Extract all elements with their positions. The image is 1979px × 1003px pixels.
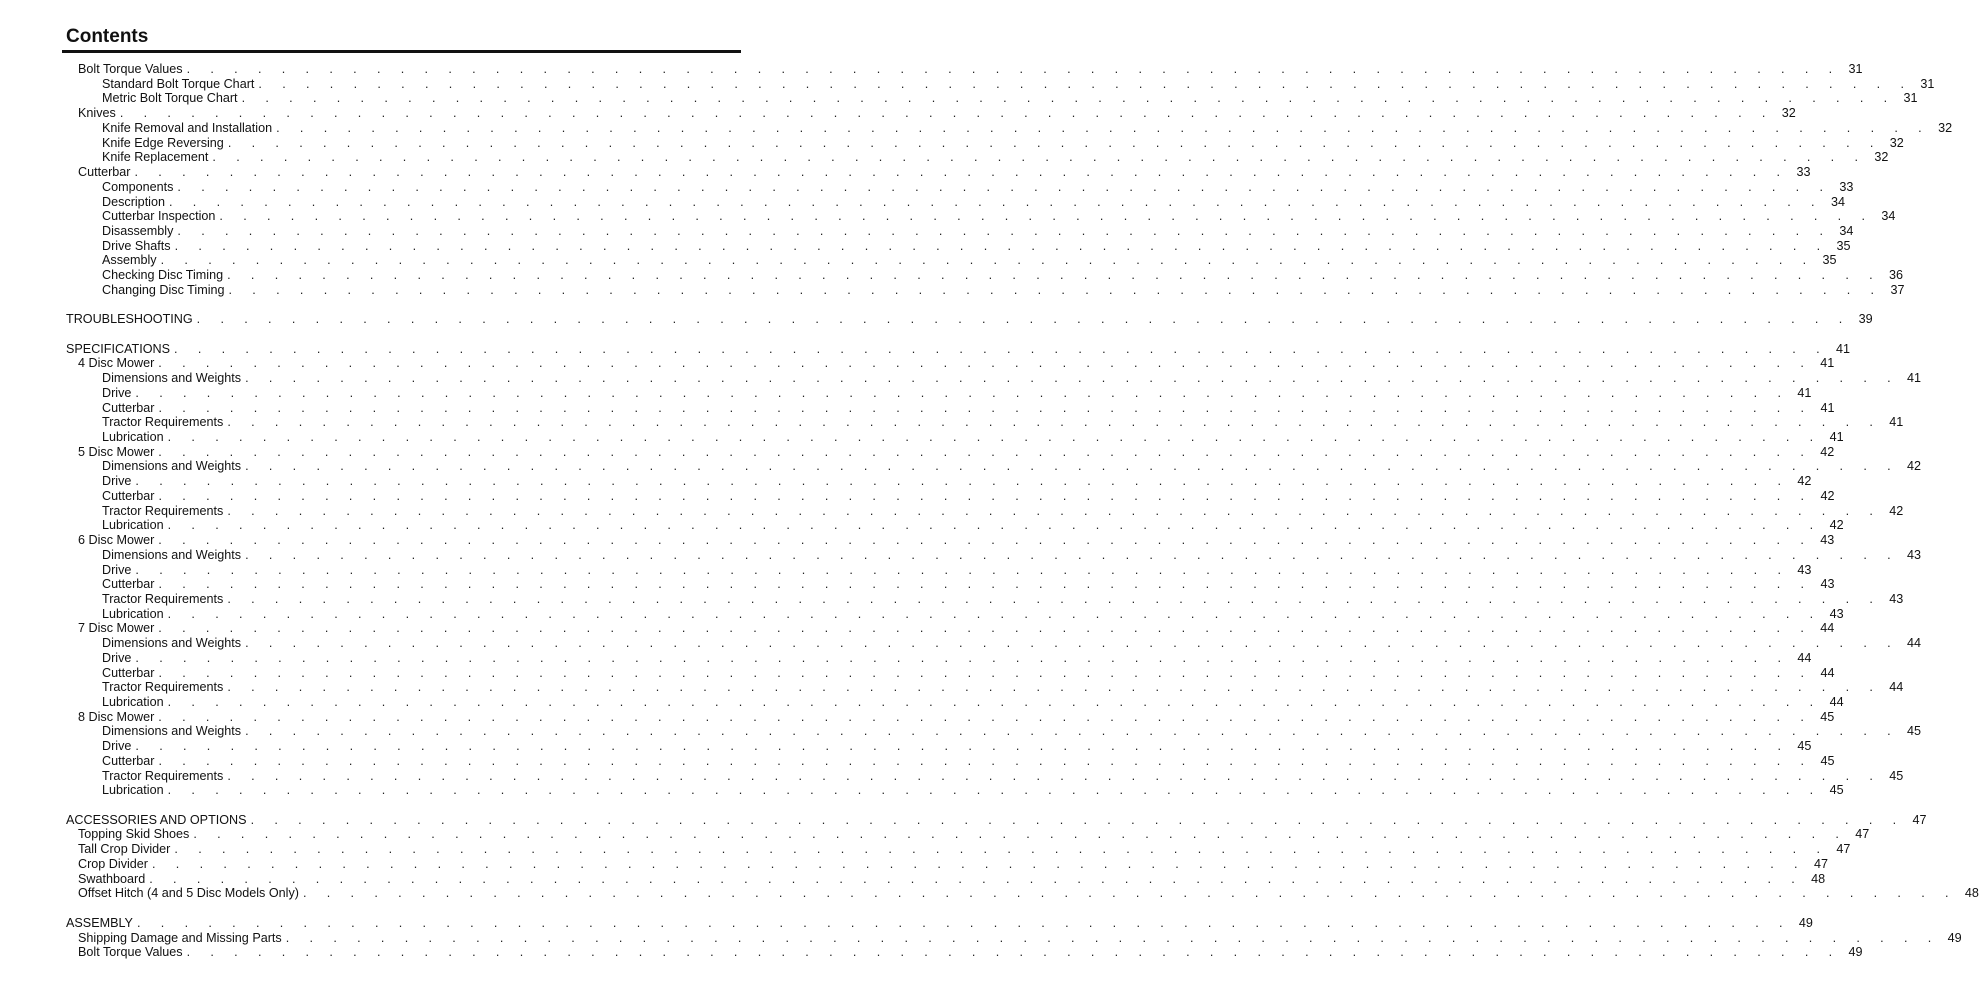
toc-entry-page-number: 47 — [1912, 812, 1927, 827]
dot-leader: . . . . . . . . . . . . . . . . . . . . . . . . . . . . . . . . . . . . . . . . . . . . . . . . . . . . . . . . . . . . . . . . . . . . . . — [158, 444, 1813, 459]
toc-entry-page-number: 35 — [1822, 253, 1837, 268]
toc-entry[interactable] — [78, 444, 1835, 460]
toc-entry-label: ACCESSORIES AND OPTIONS — [66, 813, 251, 828]
toc-entry-label: Knife Removal and Installation — [102, 121, 276, 136]
toc-entry[interactable] — [102, 150, 1889, 165]
toc-entry-label: Drive — [102, 386, 135, 401]
toc-entry[interactable] — [66, 341, 1850, 357]
dot-leader: . . . . . . . . . . . . . . . . . . . . . . . . . . . . . . . . . . . . . . . . . . . . . . . . . . . . . . . . . . . . . . . . . . . . . . — [158, 709, 1813, 724]
toc-entry-label: Drive — [102, 651, 135, 666]
toc-entry[interactable] — [102, 724, 1922, 739]
toc-entry[interactable] — [66, 915, 1813, 931]
dot-leader: . . . . . . . . . . . . . . . . . . . . . . . . . . . . . . . . . . . . . . . . . . . . . . . . . . . . . . . . . . . . . . . . . . . . . . — [136, 915, 1791, 930]
toc-entry-page-number: 47 — [1836, 842, 1851, 857]
dot-leader: . . . . . . . . . . . . . . . . . . . . . . . . . . . . . . . . . . . . . . . . . . . . . . . . . . . . . . . . . . . . . . . . . . . . . . — [186, 945, 1841, 960]
toc-entry[interactable] — [102, 371, 1922, 386]
dot-leader: . . . . . . . . . . . . . . . . . . . . . . . . . . . . . . . . . . . . . . . . . . . . . . . . . . . . . . . . . . . . . . . . . . . . . . — [152, 856, 1806, 871]
toc-entry-page-number: 49 — [1798, 915, 1813, 930]
dot-leader: . . . . . . . . . . . . . . . . . . . . . . . . . . . . . . . . . . . . . . . . . . . . . . . . . . . . . . . . . . . . . . . . . . . . . . — [227, 503, 1882, 518]
toc-entry-page-number: 43 — [1797, 562, 1812, 577]
toc-entry-page-number: 34 — [1839, 223, 1854, 238]
dot-leader: . . . . . . . . . . . . . . . . . . . . . . . . . . . . . . . . . . . . . . . . . . . . . . . . . . . . . . . . . . . . . . . . . . . . . . — [158, 577, 1813, 592]
dot-leader: . . . . . . . . . . . . . . . . . . . . . . . . . . . . . . . . . . . . . . . . . . . . . . . . . . . . . . . . . . . . . . . . . . . . . . — [158, 533, 1813, 547]
toc-entry-page-number: 34 — [1830, 194, 1845, 209]
toc-entry-label: Drive — [102, 474, 135, 489]
toc-entry-label: 6 Disc Mower — [78, 533, 158, 548]
toc-entry-label: Lubrication — [102, 695, 168, 710]
toc-entry-page-number: 31 — [1903, 91, 1918, 106]
dot-leader: . . . . . . . . . . . . . . . . . . . . . . . . . . . . . . . . . . . . . . . . . . . . . . . . . . . . . . . . . . . . . . . . . . . . . . — [158, 488, 1813, 503]
toc-entry[interactable] — [102, 268, 1904, 283]
toc-entry[interactable] — [102, 430, 1844, 445]
dot-leader: . . . . . . . . . . . . . . . . . . . . . . . . . . . . . . . . . . . . . . . . . . . . . . . . . . . . . . . . . . . . . . . . . . . . . . — [212, 150, 1867, 165]
toc-entry-label: Topping Skid Shoes — [78, 827, 193, 842]
toc-entry[interactable] — [78, 62, 1863, 77]
toc-entry-label: Tractor Requirements — [102, 592, 227, 607]
dot-leader: . . . . . . . . . . . . . . . . . . . . . . . . . . . . . . . . . . . . . . . . . . . . . . . . . . . . . . . . . . . . . . . . . . . . . . — [158, 753, 1813, 768]
toc-entry-label: Knives — [78, 106, 120, 121]
toc-entry-page-number: 45 — [1820, 753, 1835, 768]
toc-entry-page-number: 41 — [1889, 415, 1904, 430]
toc-entry-page-number: 37 — [1890, 282, 1905, 297]
toc-entry-page-number: 32 — [1781, 106, 1796, 121]
toc-entry[interactable] — [102, 223, 1854, 239]
toc-entry[interactable] — [78, 827, 1870, 842]
toc-entry-page-number: 43 — [1820, 577, 1835, 592]
dot-leader: . . . . . . . . . . . . . . . . . . . . . . . . . . . . . . . . . . . . . . . . . . . . . . . . . . . . . . . . . . . . . . . . . . . . . . — [227, 415, 1882, 430]
toc-entry-page-number: 47 — [1855, 827, 1870, 842]
toc-entry-page-number: 31 — [1920, 76, 1935, 91]
toc-entry[interactable] — [78, 106, 1796, 121]
dot-leader: . . . . . . . . . . . . . . . . . . . . . . . . . . . . . . . . . . . . . . . . . . . . . . . . . . . . . . . . . . . . . . . . . . . . . . — [160, 253, 1815, 268]
dot-leader: . . . . . . . . . . . . . . . . . . . . . . . . . . . . . . . . . . . . . . . . . . . . . . . . . . . . . . . . . . . . . . . . . . . . . . — [227, 680, 1882, 695]
toc-entry-page-number: 39 — [1858, 312, 1873, 327]
toc-entry[interactable] — [102, 209, 1896, 224]
toc-entry[interactable] — [78, 165, 1811, 180]
toc-entry-page-number: 43 — [1829, 606, 1844, 621]
toc-entry-page-number: 36 — [1889, 268, 1904, 283]
toc-entry[interactable] — [102, 459, 1922, 474]
toc-entry-label: Drive Shafts — [102, 239, 175, 254]
toc-entry-page-number: 45 — [1889, 768, 1904, 783]
dot-leader: . . . . . . . . . . . . . . . . . . . . . . . . . . . . . . . . . . . . . . . . . . . . . . . . . . . . . . . . . . . . . . . . . . . . . . — [135, 650, 1790, 665]
dot-leader: . . . . . . . . . . . . . . . . . . . . . . . . . . . . . . . . . . . . . . . . . . . . . . . . . . . . . . . . . . . . . . . . . . . . . . — [158, 400, 1813, 415]
toc-entry-label: Lubrication — [102, 607, 168, 622]
toc-entry-page-number: 41 — [1820, 400, 1835, 415]
dot-leader: . . . . . . . . . . . . . . . . . . . . . . . . . . . . . . . . . . . . . . . . . . . . . . . . . . . . . . . . . . . . . . . . . . . . . . — [228, 282, 1883, 297]
dot-leader: . . . . . . . . . . . . . . . . . . . . . . . . . . . . . . . . . . . . . . . . . . . . . . . . . . . . . . . . . . . . . . . . . . . . . . — [167, 783, 1822, 798]
toc-entry[interactable] — [102, 695, 1844, 710]
toc-entry-page-number: 44 — [1829, 695, 1844, 709]
toc-entry[interactable] — [102, 179, 1854, 195]
dot-leader: . . . . . . . . . . . . . . . . . . . . . . . . . . . . . . . . . . . . . . . . . . . . . . . . . . . . . . . . . . . . . . . . . . . . . . — [193, 827, 1848, 842]
toc-entry[interactable] — [78, 856, 1828, 872]
dot-leader: . . . . . . . . . . . . . . . . . . . . . . . . . . . . . . . . . . . . . . . . . . . . . . . . . . . . . . . . . . . . . . . . . . . . . . — [174, 842, 1829, 857]
toc-entry-label: Cutterbar — [78, 165, 135, 180]
dot-leader: . . . . . . . . . . . . . . . . . . . . . . . . . . . . . . . . . . . . . . . . . . . . . . . . . . . . . . . . . . . . . . . . . . . . . . — [227, 768, 1882, 783]
dot-leader: . . . . . . . . . . . . . . . . . . . . . . . . . . . . . . . . . . . . . . . . . . . . . . . . . . . . . . . . . . . . . . . . . . . . . . — [250, 812, 1905, 827]
toc-entry[interactable] — [102, 120, 1953, 136]
toc-entry[interactable] — [102, 636, 1922, 651]
toc-entry-page-number: 32 — [1889, 135, 1904, 150]
toc-entry[interactable] — [102, 194, 1845, 210]
toc-entry[interactable] — [78, 871, 1826, 887]
toc-entry-page-number: 41 — [1835, 341, 1850, 356]
toc-entry-page-number: 32 — [1874, 150, 1889, 165]
dot-leader: . . . . . . . . . . . . . . . . . . . . . . . . . . . . . . . . . . . . . . . . . . . . . . . . . . . . . . . . . . . . . . . . . . . . . . — [302, 886, 1957, 901]
toc-entry-label: 7 Disc Mower — [78, 621, 158, 636]
toc-entry-page-number: 42 — [1889, 503, 1904, 518]
toc-entry-page-number: 42 — [1907, 459, 1922, 474]
toc-entry-page-number: 32 — [1938, 120, 1953, 135]
toc-entry-label: Tall Crop Divider — [78, 842, 174, 857]
dot-leader: . . . . . . . . . . . . . . . . . . . . . . . . . . . . . . . . . . . . . . . . . . . . . . . . . . . . . . . . . . . . . . . . . . . . . . — [158, 621, 1813, 636]
toc-entry[interactable] — [102, 91, 1918, 106]
toc-entry-label: Tractor Requirements — [102, 769, 227, 784]
toc-entry[interactable] — [102, 562, 1812, 578]
dot-leader: . . . . . . . . . . . . . . . . . . . . . . . . . . . . . . . . . . . . . . . . . . . . . . . . . . . . . . . . . . . . . . . . . . . . . . — [174, 341, 1828, 356]
toc-entry[interactable] — [102, 415, 1904, 430]
toc-entry-page-number: 41 — [1797, 385, 1812, 400]
toc-entry-label: Cutterbar — [102, 577, 159, 592]
toc-entry-label: Lubrication — [102, 783, 168, 798]
toc-entry[interactable] — [66, 312, 1873, 327]
toc-entry-label: Standard Bolt Torque Chart — [102, 77, 258, 92]
toc-entry-page-number: 43 — [1820, 533, 1835, 547]
toc-entry[interactable] — [102, 282, 1905, 298]
dot-leader: . . . . . . . . . . . . . . . . . . . . . . . . . . . . . . . . . . . . . . . . . . . . . . . . . . . . . . . . . . . . . . . . . . . . . . — [167, 430, 1822, 444]
dot-leader: . . . . . . . . . . . . . . . . . . . . . . . . . . . . . . . . . . . . . . . . . . . . . . . . . . . . . . . . . . . . . . . . . . . . . . — [245, 459, 1900, 474]
toc-entry-page-number: 41 — [1820, 356, 1835, 371]
dot-leader: . . . . . . . . . . . . . . . . . . . . . . . . . . . . . . . . . . . . . . . . . . . . . . . . . . . . . . . . . . . . . . . . . . . . . . — [241, 91, 1896, 106]
dot-leader: . . . . . . . . . . . . . . . . . . . . . . . . . . . . . . . . . . . . . . . . . . . . . . . . . . . . . . . . . . . . . . . . . . . . . . — [245, 547, 1900, 562]
toc-entry-page-number: 48 — [1811, 871, 1826, 886]
toc-entry-page-number: 43 — [1889, 591, 1904, 606]
toc-entry-label: Disassembly — [102, 224, 177, 239]
dot-leader: . . . . . . . . . . . . . . . . . . . . . . . . . . . . . . . . . . . . . . . . . . . . . . . . . . . . . . . . . . . . . . . . . . . . . . — [245, 724, 1900, 739]
dot-leader: . . . . . . . . . . . . . . . . . . . . . . . . . . . . . . . . . . . . . . . . . . . . . . . . . . . . . . . . . . . . . . . . . . . . . . — [174, 238, 1829, 253]
toc-entry[interactable] — [102, 768, 1904, 784]
toc-entry-page-number: 33 — [1796, 165, 1811, 179]
dot-leader: . . . . . . . . . . . . . . . . . . . . . . . . . . . . . . . . . . . . . . . . . . . . . . . . . . . . . . . . . . . . . . . . . . . . . . — [135, 474, 1790, 489]
toc-entry-label: Tractor Requirements — [102, 680, 227, 695]
dot-leader: . . . . . . . . . . . . . . . . . . . . . . . . . . . . . . . . . . . . . . . . . . . . . . . . . . . . . . . . . . . . . . . . . . . . . . — [227, 268, 1882, 283]
toc-entry-page-number: 45 — [1829, 783, 1844, 798]
toc-entry-page-number: 42 — [1829, 518, 1844, 533]
toc-entry-page-number: 45 — [1907, 724, 1922, 739]
dot-leader: . . . . . . . . . . . . . . . . . . . . . . . . . . . . . . . . . . . . . . . . . . . . . . . . . . . . . . . . . . . . . . . . . . . . . . — [167, 518, 1822, 533]
toc-entry[interactable] — [102, 665, 1835, 681]
toc-entry-label: Components — [102, 180, 177, 195]
toc-entry-page-number: 42 — [1820, 444, 1835, 459]
toc-entry-label: Description — [102, 195, 169, 210]
toc-entry[interactable] — [78, 621, 1835, 636]
toc-entry[interactable] — [102, 400, 1835, 416]
toc-entry-page-number: 44 — [1820, 621, 1835, 636]
toc-entry[interactable] — [102, 591, 1904, 607]
toc-entry[interactable] — [102, 238, 1851, 254]
toc-entry[interactable] — [102, 753, 1835, 769]
toc-entry-page-number: 41 — [1907, 371, 1922, 386]
toc-entry[interactable] — [78, 356, 1835, 371]
toc-entry[interactable] — [102, 503, 1904, 519]
toc-entry-page-number: 42 — [1820, 488, 1835, 503]
dot-leader: . . . . . . . . . . . . . . . . . . . . . . . . . . . . . . . . . . . . . . . . . . . . . . . . . . . . . . . . . . . . . . . . . . . . . . — [177, 223, 1832, 238]
toc-entry-page-number: 44 — [1820, 665, 1835, 680]
toc-entry-label: Lubrication — [102, 518, 168, 533]
toc-entry-page-number: 49 — [1848, 945, 1863, 960]
toc-entry-label: Dimensions and Weights — [102, 636, 245, 651]
toc-entry[interactable] — [102, 739, 1812, 754]
toc-entry[interactable] — [78, 945, 1863, 960]
toc-entry-page-number: 44 — [1889, 680, 1904, 695]
dot-leader: . . . . . . . . . . . . . . . . . . . . . . . . . . . . . . . . . . . . . . . . . . . . . . . . . . . . . . . . . . . . . . . . . . . . . . — [258, 76, 1913, 91]
toc-entry-label: 5 Disc Mower — [78, 445, 158, 460]
toc-entry-label: Checking Disc Timing — [102, 268, 227, 283]
toc-entry-label: SPECIFICATIONS — [66, 342, 174, 357]
dot-leader: . . . . . . . . . . . . . . . . . . . . . . . . . . . . . . . . . . . . . . . . . . . . . . . . . . . . . . . . . . . . . . . . . . . . . . — [149, 871, 1804, 886]
toc-entry-label: ASSEMBLY — [66, 916, 137, 931]
dot-leader: . . . . . . . . . . . . . . . . . . . . . . . . . . . . . . . . . . . . . . . . . . . . . . . . . . . . . . . . . . . . . . . . . . . . . . — [167, 606, 1822, 621]
toc-entry[interactable] — [102, 135, 1904, 151]
toc-entry[interactable] — [102, 547, 1922, 563]
toc-entry-page-number: 44 — [1907, 636, 1922, 651]
toc-entry-label: 8 Disc Mower — [78, 710, 158, 725]
toc-entry-page-number: 34 — [1881, 209, 1896, 224]
toc-entry-label: Changing Disc Timing — [102, 283, 229, 298]
toc-entry[interactable] — [102, 474, 1812, 489]
toc-entry-label: Drive — [102, 739, 135, 754]
dot-leader: . . . . . . . . . . . . . . . . . . . . . . . . . . . . . . . . . . . . . . . . . . . . . . . . . . . . . . . . . . . . . . . . . . . . . . — [167, 695, 1822, 709]
toc-entry[interactable] — [102, 385, 1812, 401]
dot-leader: . . . . . . . . . . . . . . . . . . . . . . . . . . . . . . . . . . . . . . . . . . . . . . . . . . . . . . . . . . . . . . . . . . . . . . — [135, 739, 1790, 754]
toc-entry-label: Tractor Requirements — [102, 415, 227, 430]
toc-entry-page-number: 33 — [1839, 179, 1854, 194]
toc-entry-label: Lubrication — [102, 430, 168, 445]
dot-leader: . . . . . . . . . . . . . . . . . . . . . . . . . . . . . . . . . . . . . . . . . . . . . . . . . . . . . . . . . . . . . . . . . . . . . . — [158, 665, 1813, 680]
toc-entry[interactable] — [78, 709, 1835, 725]
toc-entry[interactable] — [102, 488, 1835, 504]
toc-entry-page-number: 41 — [1829, 430, 1844, 444]
dot-leader: . . . . . . . . . . . . . . . . . . . . . . . . . . . . . . . . . . . . . . . . . . . . . . . . . . . . . . . . . . . . . . . . . . . . . . — [186, 62, 1841, 76]
toc-entry[interactable] — [102, 76, 1935, 92]
toc-entry-label: Cutterbar Inspection — [102, 209, 219, 224]
toc-entry-label: TROUBLESHOOTING — [66, 312, 197, 327]
dot-leader: . . . . . . . . . . . . . . . . . . . . . . . . . . . . . . . . . . . . . . . . . . . . . . . . . . . . . . . . . . . . . . . . . . . . . . — [227, 591, 1882, 606]
dot-leader: . . . . . . . . . . . . . . . . . . . . . . . . . . . . . . . . . . . . . . . . . . . . . . . . . . . . . . . . . . . . . . . . . . . . . . — [276, 120, 1931, 135]
dot-leader: . . . . . . . . . . . . . . . . . . . . . . . . . . . . . . . . . . . . . . . . . . . . . . . . . . . . . . . . . . . . . . . . . . . . . . — [245, 371, 1900, 386]
toc-entry[interactable] — [102, 253, 1837, 268]
toc-entry-label: Swathboard — [78, 872, 149, 887]
dot-leader: . . . . . . . . . . . . . . . . . . . . . . . . . . . . . . . . . . . . . . . . . . . . . . . . . . . . . . . . . . . . . . . . . . . . . . — [227, 135, 1882, 150]
toc-entry[interactable] — [102, 606, 1844, 622]
dot-leader: . . . . . . . . . . . . . . . . . . . . . . . . . . . . . . . . . . . . . . . . . . . . . . . . . . . . . . . . . . . . . . . . . . . . . . — [177, 179, 1832, 194]
toc-entry-label: Dimensions and Weights — [102, 548, 245, 563]
dot-leader: . . . . . . . . . . . . . . . . . . . . . . . . . . . . . . . . . . . . . . . . . . . . . . . . . . . . . . . . . . . . . . . . . . . . . . — [134, 165, 1789, 179]
toc-entry[interactable] — [102, 650, 1812, 666]
toc-entry-label: Cutterbar — [102, 754, 159, 769]
toc-entry[interactable] — [78, 842, 1851, 857]
dot-leader: . . . . . . . . . . . . . . . . . . . . . . . . . . . . . . . . . . . . . . . . . . . . . . . . . . . . . . . . . . . . . . . . . . . . . . — [219, 209, 1874, 224]
toc-entry-label: Knife Replacement — [102, 150, 212, 165]
toc-entry[interactable] — [78, 930, 1962, 946]
dot-leader: . . . . . . . . . . . . . . . . . . . . . . . . . . . . . . . . . . . . . . . . . . . . . . . . . . . . . . . . . . . . . . . . . . . . . . — [119, 106, 1774, 121]
toc-entry[interactable] — [78, 886, 1979, 901]
toc-entry-label: Offset Hitch (4 and 5 Disc Models Only) — [78, 886, 303, 901]
dot-leader: . . . . . . . . . . . . . . . . . . . . . . . . . . . . . . . . . . . . . . . . . . . . . . . . . . . . . . . . . . . . . . . . . . . . . . — [169, 194, 1823, 209]
toc-entry-page-number: 43 — [1907, 547, 1922, 562]
dot-leader: . . . . . . . . . . . . . . . . . . . . . . . . . . . . . . . . . . . . . . . . . . . . . . . . . . . . . . . . . . . . . . . . . . . . . . — [245, 636, 1900, 651]
page-title: Contents — [66, 26, 149, 47]
dot-leader: . . . . . . . . . . . . . . . . . . . . . . . . . . . . . . . . . . . . . . . . . . . . . . . . . . . . . . . . . . . . . . . . . . . . . . — [158, 356, 1813, 371]
toc-entry-page-number: 44 — [1797, 650, 1812, 665]
toc-entry-page-number: 31 — [1848, 62, 1863, 76]
toc-entry-label: Dimensions and Weights — [102, 724, 245, 739]
dot-leader: . . . . . . . . . . . . . . . . . . . . . . . . . . . . . . . . . . . . . . . . . . . . . . . . . . . . . . . . . . . . . . . . . . . . . . — [285, 930, 1940, 945]
toc-entry-label: Dimensions and Weights — [102, 371, 245, 386]
toc-entry-page-number: 47 — [1813, 856, 1828, 871]
toc-entry[interactable] — [102, 577, 1835, 592]
toc-entry-label: Knife Edge Reversing — [102, 136, 228, 151]
toc-entry-page-number: 45 — [1797, 739, 1812, 754]
toc-entry[interactable] — [102, 518, 1844, 533]
toc-entry-label: Crop Divider — [78, 857, 152, 872]
dot-leader: . . . . . . . . . . . . . . . . . . . . . . . . . . . . . . . . . . . . . . . . . . . . . . . . . . . . . . . . . . . . . . . . . . . . . . — [135, 385, 1790, 400]
toc-entry-label: Shipping Damage and Missing Parts — [78, 931, 286, 946]
toc-entry-label: Metric Bolt Torque Chart — [102, 91, 242, 106]
toc-entry-label: Dimensions and Weights — [102, 459, 245, 474]
toc-entry-page-number: 48 — [1964, 886, 1979, 901]
toc-entry[interactable] — [78, 533, 1835, 548]
toc-entry[interactable] — [102, 680, 1904, 695]
toc-entry-label: Cutterbar — [102, 489, 159, 504]
toc-entry[interactable] — [102, 783, 1844, 798]
toc-entry-label: Bolt Torque Values — [78, 62, 187, 77]
toc-entry-label: Drive — [102, 563, 135, 578]
dot-leader: . . . . . . . . . . . . . . . . . . . . . . . . . . . . . . . . . . . . . . . . . . . . . . . . . . . . . . . . . . . . . . . . . . . . . . — [196, 312, 1851, 327]
toc-entry-label: Cutterbar — [102, 401, 159, 416]
toc-entry-page-number: 49 — [1947, 930, 1962, 945]
toc-entry-label: Bolt Torque Values — [78, 945, 187, 960]
dot-leader: . . . . . . . . . . . . . . . . . . . . . . . . . . . . . . . . . . . . . . . . . . . . . . . . . . . . . . . . . . . . . . . . . . . . . . — [135, 562, 1790, 577]
title-underline — [62, 50, 741, 53]
toc-entry-page-number: 42 — [1797, 474, 1812, 489]
toc-entry-label: Assembly — [102, 253, 161, 268]
toc-entry-label: Tractor Requirements — [102, 504, 227, 519]
toc-entry[interactable] — [66, 812, 1927, 828]
toc-entry-page-number: 45 — [1820, 709, 1835, 724]
toc-entry-label: Cutterbar — [102, 666, 159, 681]
toc-entry-label: 4 Disc Mower — [78, 356, 158, 371]
toc-entry-page-number: 35 — [1836, 238, 1851, 253]
